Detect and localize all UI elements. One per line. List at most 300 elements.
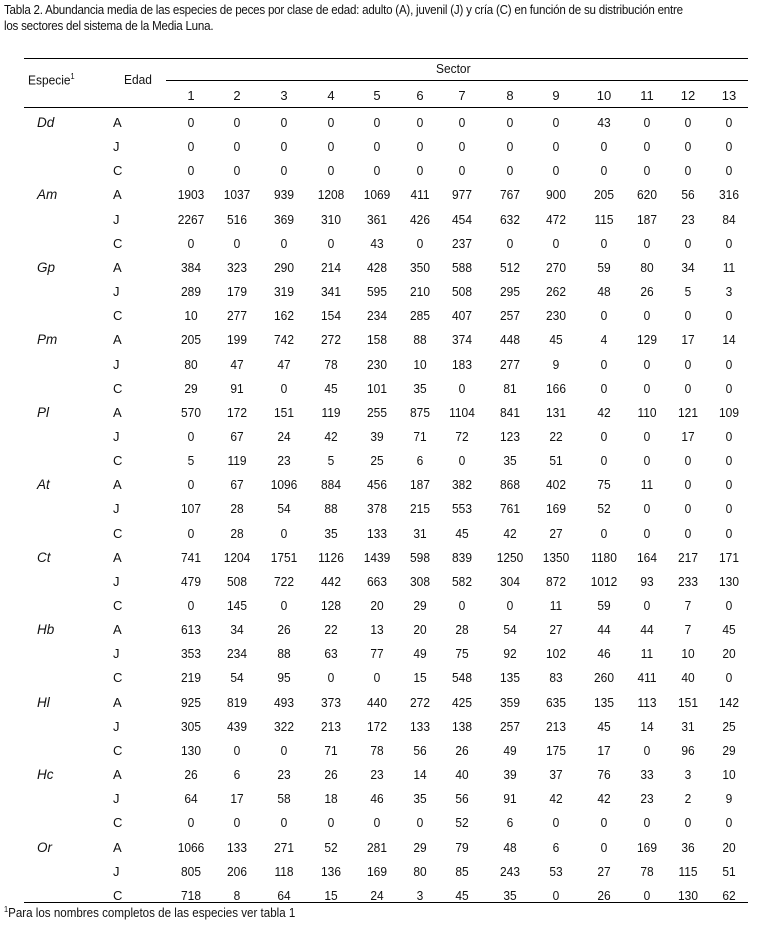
abundance-cell: 0 xyxy=(233,742,241,758)
abundance-cell: 39 xyxy=(370,428,384,444)
abundance-cell: 0 xyxy=(725,598,733,613)
abundance-cell: 119 xyxy=(321,404,341,420)
abundance-cell: 722 xyxy=(274,573,294,589)
abundance-cell: 59 xyxy=(597,259,611,275)
abundance-cell: 290 xyxy=(274,259,294,275)
abundance-cell: 289 xyxy=(181,284,201,300)
abundance-cell: 14 xyxy=(640,718,654,734)
abundance-cell: 42 xyxy=(503,525,517,541)
abundance-cell: 44 xyxy=(640,622,654,638)
abundance-cell: 939 xyxy=(274,187,294,203)
abundance-cell: 215 xyxy=(410,501,430,517)
abundance-cell: 0 xyxy=(552,115,560,130)
abundance-cell: 43 xyxy=(597,115,611,130)
abundance-cell: 0 xyxy=(725,453,733,469)
abundance-cell: 0 xyxy=(187,525,195,541)
species-code: Pl xyxy=(37,404,50,420)
table-row xyxy=(0,571,779,595)
abundance-cell: 0 xyxy=(506,235,514,251)
abundance-cell: 17 xyxy=(681,428,695,444)
abundance-cell: 588 xyxy=(452,259,472,275)
abundance-cell: 113 xyxy=(637,694,657,710)
abundance-cell: 0 xyxy=(684,501,692,517)
sector-column-header: 6 xyxy=(416,88,424,103)
age-class: A xyxy=(113,115,122,130)
especie-header-footnote-mark: 1 xyxy=(70,72,75,81)
abundance-cell: 0 xyxy=(600,356,608,372)
abundance-cell: 45 xyxy=(455,525,469,541)
abundance-cell: 875 xyxy=(410,404,430,420)
abundance-cell: 310 xyxy=(321,211,341,227)
abundance-cell: 0 xyxy=(458,453,466,469)
abundance-cell: 0 xyxy=(643,501,651,517)
age-class: J xyxy=(113,646,120,662)
abundance-cell: 0 xyxy=(643,380,651,396)
abundance-cell: 29 xyxy=(184,380,198,396)
abundance-cell: 219 xyxy=(181,670,201,686)
abundance-cell: 37 xyxy=(549,767,563,783)
age-class: J xyxy=(113,139,120,155)
abundance-cell: 0 xyxy=(187,163,195,179)
table-row xyxy=(0,643,779,667)
abundance-cell: 472 xyxy=(546,211,566,227)
abundance-cell: 0 xyxy=(187,235,195,251)
abundance-cell: 23 xyxy=(277,767,291,783)
abundance-cell: 27 xyxy=(597,863,611,879)
abundance-cell: 52 xyxy=(324,839,338,855)
abundance-cell: 205 xyxy=(594,187,614,203)
abundance-cell: 767 xyxy=(500,187,520,203)
abundance-cell: 130 xyxy=(678,887,698,903)
abundance-cell: 0 xyxy=(280,598,288,613)
abundance-cell: 508 xyxy=(227,573,247,589)
abundance-cell: 83 xyxy=(549,670,563,686)
abundance-cell: 164 xyxy=(637,549,657,565)
abundance-cell: 0 xyxy=(187,115,195,130)
sector-column-header: 11 xyxy=(640,88,654,103)
abundance-cell: 205 xyxy=(181,332,201,348)
abundance-cell: 119 xyxy=(227,453,247,469)
abundance-cell: 271 xyxy=(274,839,294,855)
abundance-cell: 79 xyxy=(455,839,469,855)
abundance-cell: 54 xyxy=(503,622,517,638)
table-row xyxy=(0,812,779,836)
abundance-cell: 151 xyxy=(274,404,294,420)
age-class: A xyxy=(113,839,122,855)
abundance-cell: 277 xyxy=(500,356,520,372)
abundance-cell: 133 xyxy=(410,718,430,734)
abundance-cell: 1066 xyxy=(177,839,205,855)
abundance-cell: 598 xyxy=(410,549,430,565)
abundance-cell: 1180 xyxy=(591,549,617,565)
abundance-cell: 516 xyxy=(227,211,247,227)
abundance-cell: 440 xyxy=(367,694,387,710)
abundance-cell: 1903 xyxy=(177,187,205,203)
abundance-cell: 233 xyxy=(678,573,698,589)
abundance-cell: 0 xyxy=(725,501,733,517)
abundance-cell: 323 xyxy=(227,259,247,275)
abundance-cell: 0 xyxy=(280,115,288,130)
abundance-cell: 133 xyxy=(367,525,387,541)
abundance-cell: 107 xyxy=(181,501,201,517)
abundance-cell: 6 xyxy=(506,815,514,831)
age-class: J xyxy=(113,356,120,372)
abundance-cell: 0 xyxy=(600,525,608,541)
abundance-cell: 11 xyxy=(640,646,654,662)
abundance-cell: 0 xyxy=(725,525,733,541)
abundance-cell: 77 xyxy=(370,646,384,662)
abundance-cell: 76 xyxy=(597,767,611,783)
abundance-cell: 34 xyxy=(681,259,695,275)
abundance-cell: 0 xyxy=(643,356,651,372)
abundance-cell: 270 xyxy=(546,259,566,275)
age-class: J xyxy=(113,501,120,517)
abundance-cell: 35 xyxy=(503,453,517,469)
abundance-cell: 210 xyxy=(410,284,430,300)
abundance-cell: 0 xyxy=(552,815,560,831)
age-class: C xyxy=(113,235,123,251)
abundance-cell: 0 xyxy=(725,163,733,179)
abundance-cell: 841 xyxy=(500,404,520,420)
abundance-cell: 977 xyxy=(452,187,472,203)
species-code: Dd xyxy=(37,115,55,130)
abundance-cell: 51 xyxy=(722,863,736,879)
abundance-cell: 101 xyxy=(367,380,387,396)
abundance-cell: 255 xyxy=(367,404,387,420)
abundance-cell: 0 xyxy=(684,115,692,130)
abundance-cell: 67 xyxy=(230,477,244,493)
abundance-cell: 0 xyxy=(458,598,466,613)
abundance-cell: 47 xyxy=(230,356,244,372)
abundance-cell: 115 xyxy=(594,211,614,227)
abundance-cell: 71 xyxy=(324,742,338,758)
abundance-cell: 75 xyxy=(455,646,469,662)
abundance-cell: 0 xyxy=(684,477,692,493)
abundance-cell: 46 xyxy=(370,791,384,807)
abundance-cell: 2 xyxy=(684,791,692,807)
abundance-cell: 0 xyxy=(506,163,514,179)
abundance-cell: 0 xyxy=(280,525,288,541)
abundance-cell: 0 xyxy=(600,163,608,179)
abundance-cell: 39 xyxy=(503,767,517,783)
age-class: J xyxy=(113,211,120,227)
abundance-cell: 162 xyxy=(274,308,294,324)
age-class: C xyxy=(113,453,123,469)
sector-column-header: 1 xyxy=(187,88,195,103)
abundance-cell: 80 xyxy=(413,863,427,879)
abundance-cell: 29 xyxy=(413,839,427,855)
abundance-cell: 0 xyxy=(280,815,288,831)
abundance-cell: 0 xyxy=(725,356,733,372)
abundance-cell: 1751 xyxy=(270,549,298,565)
abundance-cell: 0 xyxy=(600,139,608,155)
abundance-cell: 0 xyxy=(373,115,381,130)
abundance-cell: 179 xyxy=(227,284,247,300)
abundance-cell: 14 xyxy=(413,767,427,783)
abundance-cell: 56 xyxy=(413,742,427,758)
abundance-cell: 26 xyxy=(277,622,291,638)
age-class: C xyxy=(113,815,123,831)
age-class: J xyxy=(113,284,120,300)
abundance-cell: 341 xyxy=(321,284,341,300)
sector-column-header: 12 xyxy=(680,88,696,103)
abundance-cell: 91 xyxy=(230,380,244,396)
abundance-cell: 378 xyxy=(367,501,387,517)
caption-line-1: Tabla 2. Abundancia media de las especies de peces por clase de edad: adulto (A), juvenil (J) y cría (C) en función de su distribución entre xyxy=(4,3,683,17)
abundance-cell: 27 xyxy=(549,622,563,638)
abundance-cell: 78 xyxy=(640,863,654,879)
abundance-cell: 272 xyxy=(321,332,341,348)
abundance-cell: 206 xyxy=(227,863,247,879)
abundance-cell: 1350 xyxy=(542,549,570,565)
abundance-cell: 29 xyxy=(413,598,427,613)
abundance-cell: 88 xyxy=(324,501,338,517)
abundance-cell: 0 xyxy=(643,163,651,179)
table-row xyxy=(0,136,779,160)
age-class: A xyxy=(113,477,122,493)
abundance-cell: 24 xyxy=(370,887,384,903)
age-class: A xyxy=(113,404,122,420)
abundance-cell: 0 xyxy=(643,428,651,444)
abundance-cell: 20 xyxy=(722,839,736,855)
abundance-cell: 158 xyxy=(367,332,387,348)
abundance-cell: 456 xyxy=(367,477,387,493)
abundance-cell: 5 xyxy=(327,453,335,469)
table-row xyxy=(0,402,779,426)
abundance-cell: 0 xyxy=(600,453,608,469)
abundance-cell: 369 xyxy=(274,211,294,227)
abundance-cell: 81 xyxy=(503,380,517,396)
abundance-cell: 454 xyxy=(452,211,472,227)
abundance-cell: 0 xyxy=(458,115,466,130)
abundance-cell: 839 xyxy=(452,549,472,565)
abundance-cell: 9 xyxy=(725,791,733,807)
abundance-cell: 0 xyxy=(643,139,651,155)
abundance-cell: 0 xyxy=(643,887,651,903)
abundance-cell: 0 xyxy=(280,139,288,155)
abundance-cell: 10 xyxy=(413,356,427,372)
abundance-cell: 11 xyxy=(640,477,654,493)
abundance-cell: 27 xyxy=(549,525,563,541)
abundance-cell: 872 xyxy=(546,573,566,589)
abundance-cell: 45 xyxy=(324,380,338,396)
abundance-cell: 110 xyxy=(637,404,657,420)
abundance-cell: 884 xyxy=(321,477,341,493)
age-class: C xyxy=(113,598,123,613)
abundance-cell: 0 xyxy=(552,235,560,251)
age-class: C xyxy=(113,670,123,686)
abundance-cell: 0 xyxy=(187,815,195,831)
abundance-cell: 11 xyxy=(549,598,563,613)
table-caption xyxy=(4,2,775,34)
abundance-cell: 0 xyxy=(373,815,381,831)
table-row xyxy=(0,450,779,474)
table-row xyxy=(0,788,779,812)
age-class: A xyxy=(113,694,122,710)
abundance-cell: 0 xyxy=(600,235,608,251)
species-code: Gp xyxy=(37,259,56,275)
abundance-cell: 154 xyxy=(321,308,341,324)
sector-column-header: 3 xyxy=(280,88,288,103)
abundance-cell: 0 xyxy=(280,163,288,179)
table-row xyxy=(0,184,779,208)
table-row xyxy=(0,740,779,764)
abundance-cell: 0 xyxy=(373,139,381,155)
abundance-cell: 130 xyxy=(719,573,739,589)
sector-column-header: 4 xyxy=(327,88,335,103)
abundance-cell: 187 xyxy=(637,211,657,227)
abundance-cell: 136 xyxy=(321,863,341,879)
abundance-cell: 23 xyxy=(681,211,695,227)
age-class: J xyxy=(113,573,120,589)
table-row xyxy=(0,547,779,571)
abundance-cell: 169 xyxy=(367,863,387,879)
age-class: A xyxy=(113,187,122,203)
abundance-cell: 52 xyxy=(597,501,611,517)
abundance-cell: 26 xyxy=(455,742,469,758)
abundance-cell: 187 xyxy=(410,477,430,493)
abundance-cell: 0 xyxy=(327,163,335,179)
abundance-cell: 92 xyxy=(503,646,517,662)
abundance-cell: 42 xyxy=(597,404,611,420)
table-row xyxy=(0,378,779,402)
abundance-cell: 20 xyxy=(413,622,427,638)
abundance-cell: 142 xyxy=(719,694,739,710)
abundance-cell: 0 xyxy=(725,308,733,324)
abundance-cell: 56 xyxy=(455,791,469,807)
abundance-cell: 0 xyxy=(327,115,335,130)
sector-column-header: 10 xyxy=(596,88,612,103)
abundance-cell: 741 xyxy=(181,549,201,565)
abundance-cell: 129 xyxy=(637,332,657,348)
abundance-cell: 151 xyxy=(678,694,698,710)
abundance-cell: 71 xyxy=(413,428,427,444)
abundance-cell: 40 xyxy=(681,670,695,686)
abundance-cell: 169 xyxy=(546,501,566,517)
abundance-cell: 361 xyxy=(367,211,387,227)
table-row xyxy=(0,498,779,522)
abundance-cell: 118 xyxy=(274,863,294,879)
abundance-cell: 52 xyxy=(455,815,469,831)
abundance-cell: 305 xyxy=(181,718,201,734)
abundance-cell: 373 xyxy=(321,694,341,710)
abundance-cell: 1126 xyxy=(318,549,344,565)
table-row xyxy=(0,667,779,691)
abundance-cell: 64 xyxy=(184,791,198,807)
abundance-cell: 805 xyxy=(181,863,201,879)
table-row xyxy=(0,764,779,788)
abundance-cell: 1208 xyxy=(317,187,345,203)
abundance-cell: 78 xyxy=(370,742,384,758)
abundance-cell: 0 xyxy=(280,235,288,251)
species-code: Hl xyxy=(37,694,50,710)
abundance-cell: 742 xyxy=(274,332,294,348)
sector-column-header: 8 xyxy=(506,88,514,103)
abundance-cell: 67 xyxy=(230,428,244,444)
abundance-cell: 819 xyxy=(227,694,247,710)
footnote-mark: 1 xyxy=(4,905,9,914)
abundance-cell: 0 xyxy=(506,139,514,155)
abundance-cell: 54 xyxy=(277,501,291,517)
age-class: C xyxy=(113,308,123,324)
abundance-cell: 359 xyxy=(500,694,520,710)
abundance-cell: 493 xyxy=(274,694,294,710)
abundance-cell: 58 xyxy=(277,791,291,807)
abundance-cell: 411 xyxy=(637,670,657,686)
abundance-cell: 40 xyxy=(455,767,469,783)
header-bottom-rule xyxy=(24,107,748,108)
abundance-cell: 257 xyxy=(500,308,520,324)
age-class: J xyxy=(113,863,120,879)
abundance-cell: 93 xyxy=(640,573,654,589)
abundance-cell: 428 xyxy=(367,259,387,275)
abundance-cell: 20 xyxy=(370,598,384,613)
age-class: C xyxy=(113,525,123,541)
abundance-cell: 426 xyxy=(410,211,430,227)
abundance-cell: 0 xyxy=(600,839,608,855)
abundance-cell: 26 xyxy=(324,767,338,783)
abundance-cell: 0 xyxy=(233,163,241,179)
abundance-cell: 31 xyxy=(413,525,427,541)
abundance-cell: 28 xyxy=(230,525,244,541)
species-code: Ct xyxy=(37,549,51,565)
caption-line-2: los sectores del sistema de la Media Luna. xyxy=(4,19,214,33)
species-code: At xyxy=(37,477,50,493)
sector-column-header: 2 xyxy=(233,88,241,103)
age-class: J xyxy=(113,791,120,807)
abundance-cell: 0 xyxy=(643,308,651,324)
abundance-cell: 26 xyxy=(597,887,611,903)
abundance-cell: 0 xyxy=(600,380,608,396)
abundance-cell: 23 xyxy=(277,453,291,469)
age-class: C xyxy=(113,380,123,396)
abundance-cell: 1012 xyxy=(590,573,618,589)
abundance-cell: 24 xyxy=(277,428,291,444)
abundance-cell: 260 xyxy=(594,670,614,686)
species-code: Hc xyxy=(37,767,54,783)
sector-header: Sector xyxy=(436,61,471,76)
sector-header-rule xyxy=(166,80,748,81)
table-row xyxy=(0,861,779,885)
abundance-cell: 8 xyxy=(233,887,241,903)
abundance-cell: 1204 xyxy=(223,549,251,565)
abundance-cell: 95 xyxy=(277,670,291,686)
abundance-cell: 23 xyxy=(640,791,654,807)
abundance-cell: 131 xyxy=(546,404,566,420)
abundance-cell: 199 xyxy=(227,332,247,348)
table-row xyxy=(0,329,779,353)
abundance-cell: 214 xyxy=(321,259,341,275)
table-row xyxy=(0,837,779,861)
abundance-cell: 230 xyxy=(367,356,387,372)
age-class: A xyxy=(113,259,122,275)
abundance-cell: 80 xyxy=(184,356,198,372)
abundance-cell: 0 xyxy=(643,453,651,469)
table-row xyxy=(0,426,779,450)
abundance-cell: 295 xyxy=(500,284,520,300)
abundance-cell: 25 xyxy=(370,453,384,469)
abundance-cell: 17 xyxy=(681,332,695,348)
abundance-cell: 635 xyxy=(546,694,566,710)
abundance-cell: 7 xyxy=(684,598,692,613)
especie-header-label: Especie xyxy=(28,72,71,88)
abundance-cell: 0 xyxy=(280,742,288,758)
abundance-cell: 9 xyxy=(552,356,560,372)
abundance-cell: 0 xyxy=(725,380,733,396)
abundance-cell: 166 xyxy=(546,380,566,396)
abundance-cell: 0 xyxy=(552,139,560,155)
age-class: J xyxy=(113,718,120,734)
